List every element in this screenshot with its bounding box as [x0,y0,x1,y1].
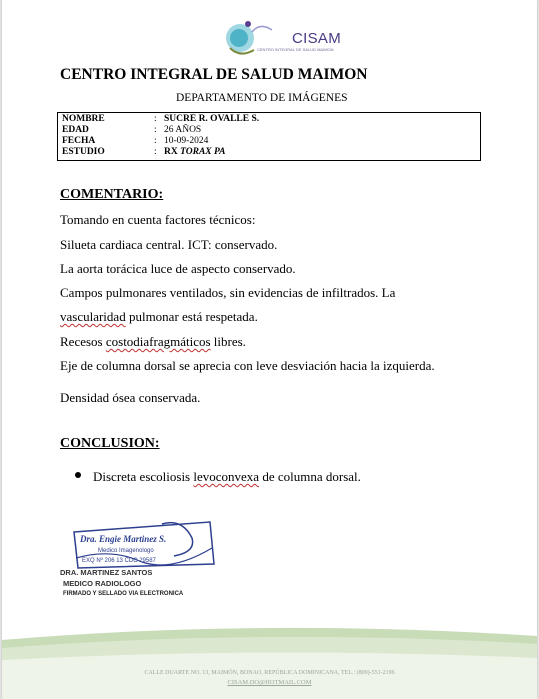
doctor-title: MEDICO RADIOLOGO [63,579,142,588]
field-label: ESTUDIO [62,147,105,157]
comment-line: vascularidad pulmonar está respetada. [60,309,258,324]
comment-line: La aorta torácica luce de aspecto conservado. [60,261,296,276]
logo-wordmark: CISAM [292,30,342,47]
stamp-registration: EXQ Nº 206 13 CDC 29587 [82,558,156,564]
document-page [2,0,537,699]
field-value: RX [164,147,178,157]
comment-line: Campos pulmonares ventilados, sin evidencias de infiltrados. La [60,285,396,300]
doctor-name: DRA. MARTINEZ SANTOS [60,568,153,577]
logo-tagline: CENTRO INTEGRAL DE SALUD MAIMON [257,47,334,52]
patient-info-box: NOMBRE : SUCRE R. OVALLE S. EDAD : 26 AÑOS FECHA : 10-09-2024 ESTUDIO : RX TORAX PA [57,112,481,161]
field-label: EDAD [62,125,89,135]
comment-line: Eje de columna dorsal se aprecia con leve desviación hacia la izquierda. [60,358,435,373]
department-label: DEPARTAMENTO DE IMÁGENES [176,92,348,104]
field-value: SUCRE R. OVALLE S. [164,114,260,124]
conclusion-item: Discreta escoliosis levoconvexa de columna dorsal. [93,469,361,484]
stamp-role: Medico Imagenologo [98,548,154,554]
field-value: 26 AÑOS [164,125,202,135]
signature-stamp [72,518,217,570]
conclusion-heading: CONCLUSION: [60,436,160,451]
footer-address: CALLE DUARTE NO. 13, MAIMÓN, BONAO, REPÚBLICA DOMINICANA, TEL.: (809)-551-2196 [144,670,395,676]
field-value: 10-09-2024 [164,136,209,146]
comment-line: Tomando en cuenta factores técnicos: [60,212,256,227]
comment-line: Recesos costodiafragmáticos libres. [60,334,246,349]
comment-line: Silueta cardiaca central. ICT: conservado. [60,237,278,252]
field-label: FECHA [62,136,96,146]
footer-band [2,622,537,699]
stamp-name: Dra. Engie Martinez S. [80,534,167,544]
page-title: CENTRO INTEGRAL DE SALUD MAIMON [60,66,368,83]
bullet-icon [75,472,81,478]
field-label: NOMBRE [62,114,105,124]
footer-email: CISAM.DO@HOTMAIL.COM [227,679,312,686]
field-value-detail: TORAX PA [180,147,226,157]
signature-note: FIRMADO Y SELLADO VIA ELECTRONICA [63,591,184,597]
comment-line: Densidad ósea conservada. [60,390,201,405]
comment-heading: COMENTARIO: [60,187,164,202]
